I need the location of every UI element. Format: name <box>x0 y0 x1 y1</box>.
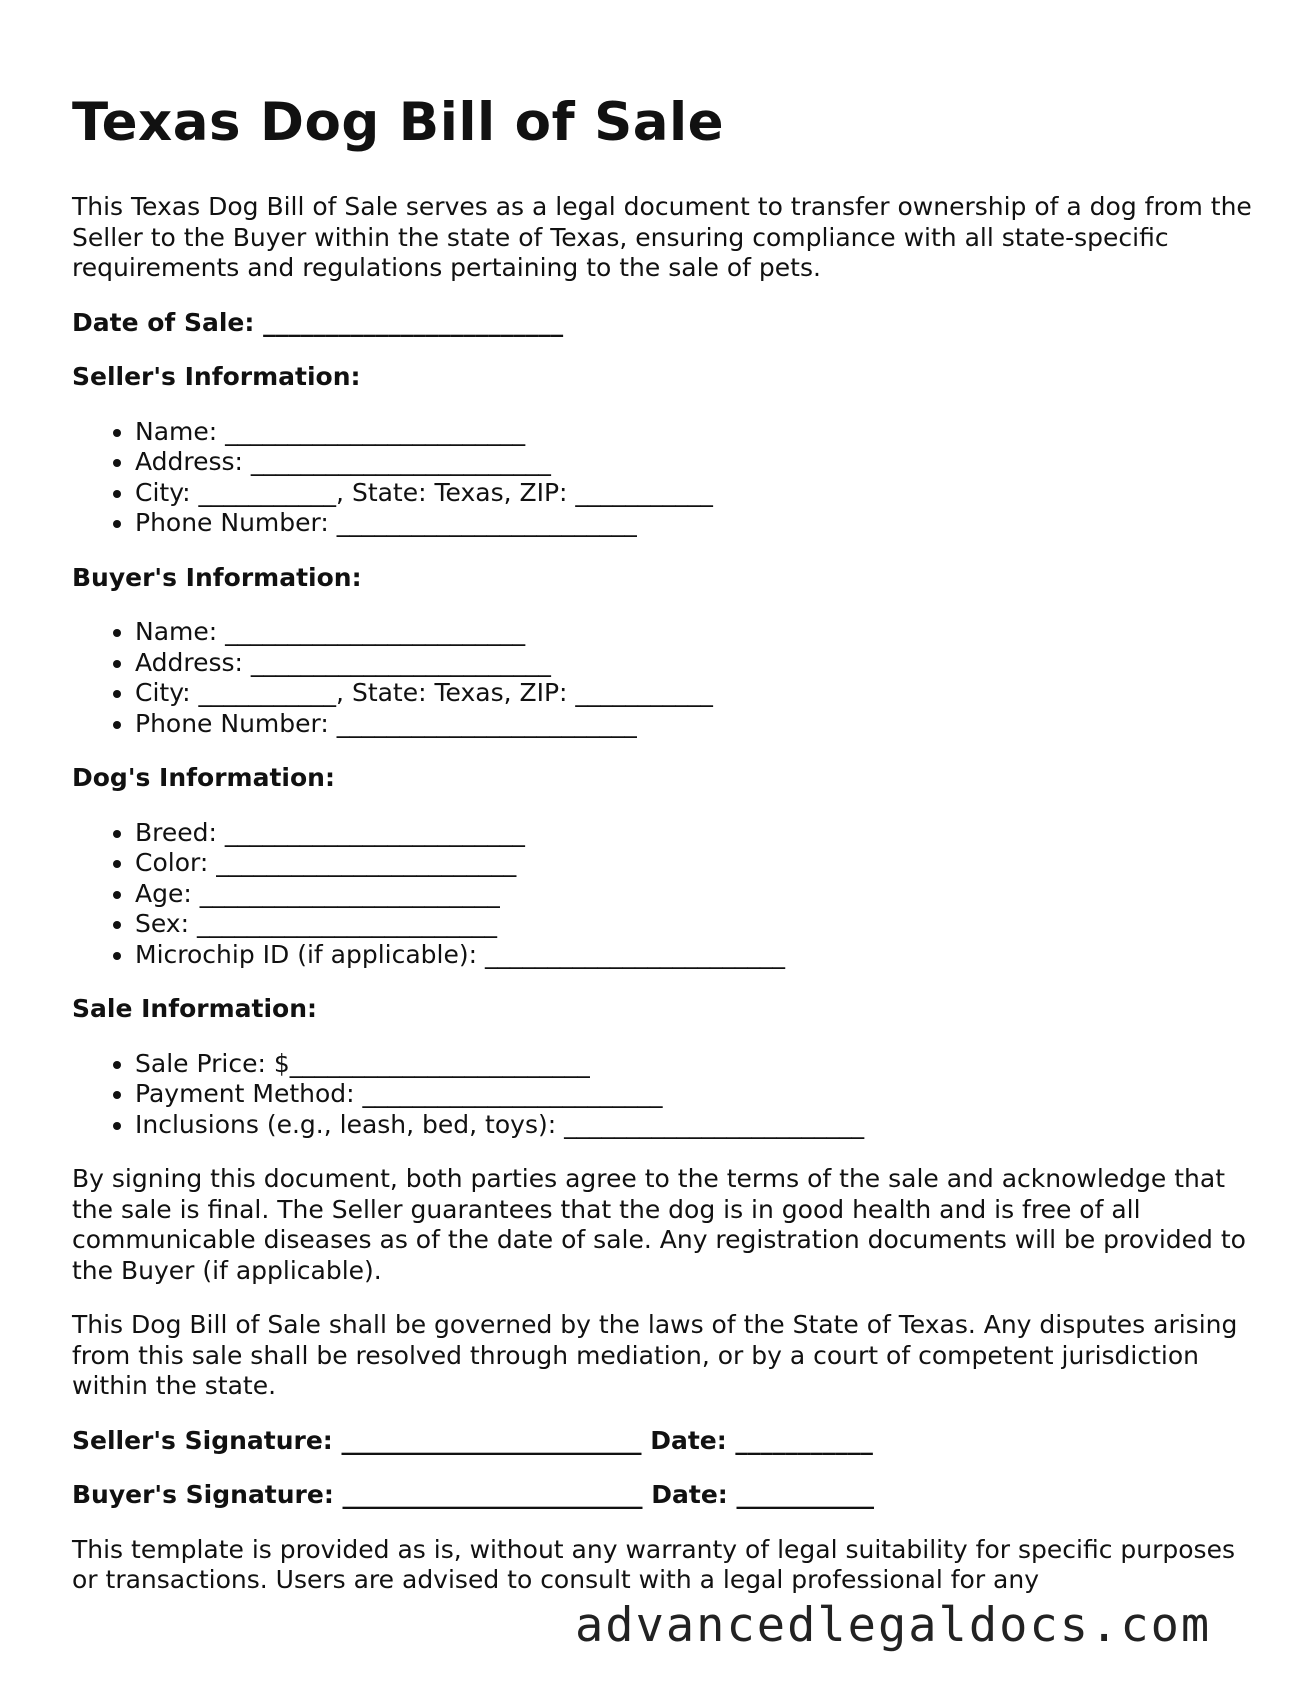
sale-info-heading: Sale Information: <box>72 994 317 1023</box>
seller-info-heading: Seller's Information: <box>72 362 361 391</box>
buyer-phone-field: • Phone Number: ________________________ <box>135 709 1252 740</box>
dog-color-field: • Color: ________________________ <box>135 848 1252 879</box>
governing-law-paragraph: This Dog Bill of Sale shall be governed by the laws of the State of Texas. Any disputes arising from this sale shall be resolved through mediation, or by a court of competent jurisdiction within the state. <box>72 1310 1238 1400</box>
buyer-signature-line: Buyer's Signature: ________________________ Date: ___________ <box>72 1480 874 1509</box>
buyer-address-field: • Address: ________________________ <box>135 648 1252 679</box>
dog-sex-field: • Sex: ________________________ <box>135 909 1252 940</box>
sale-price-field: • Sale Price: $________________________ <box>135 1049 1252 1080</box>
seller-city-field: • City: ___________, State: Texas, ZIP: ___________ <box>135 478 1252 509</box>
payment-method-field: • Payment Method: ________________________ <box>135 1079 1252 1110</box>
seller-name-field: • Name: ________________________ <box>135 417 1252 448</box>
dog-info-heading: Dog's Information: <box>72 763 335 792</box>
sale-info-list <box>72 1049 1252 1141</box>
watermark: advancedlegaldocs.com <box>575 1598 1212 1653</box>
dog-breed-field: • Breed: ________________________ <box>135 818 1252 849</box>
buyer-city-field: • City: ___________, State: Texas, ZIP: ___________ <box>135 678 1252 709</box>
buyer-name-field: • Name: ________________________ <box>135 617 1252 648</box>
dog-info-list <box>72 818 1252 971</box>
terms-paragraph: By signing this document, both parties agree to the terms of the sale and acknowledge that the sale is final. The Seller guarantees that the dog is in good health and is free of all communicable diseases as of the date of sale. Any registration documents will be provided to the Buyer (if applicable). <box>72 1164 1246 1285</box>
inclusions-field: • Inclusions (e.g., leash, bed, toys): ________________________ <box>135 1110 1252 1141</box>
intro-paragraph: This Texas Dog Bill of Sale serves as a legal document to transfer ownership of a dog from the Seller to the Buyer within the state of Texas, ensuring compliance with all state-specific requirements and regulations pertaining to the sale of pets. <box>72 192 1252 282</box>
seller-signature-line: Seller's Signature: ________________________ Date: ___________ <box>72 1425 873 1455</box>
disclaimer-paragraph: This template is provided as is, without any warranty of legal suitability for specific purposes or transactions. Users are advised to consult with a legal professional for any <box>72 1534 1235 1594</box>
seller-address-field: • Address: ________________________ <box>135 447 1252 478</box>
seller-info-list <box>72 417 1252 539</box>
dog-microchip-field: • Microchip ID (if applicable): ________________________ <box>135 940 1252 971</box>
date-of-sale-field: Date of Sale: ________________________ <box>72 307 564 337</box>
document-title: Texas Dog Bill of Sale <box>72 92 725 153</box>
seller-phone-field: • Phone Number: ________________________ <box>135 508 1252 539</box>
document-page <box>72 92 1252 1620</box>
dog-age-field: • Age: ________________________ <box>135 879 1252 910</box>
buyer-info-list <box>72 617 1252 739</box>
buyer-info-heading: Buyer's Information: <box>72 562 362 592</box>
